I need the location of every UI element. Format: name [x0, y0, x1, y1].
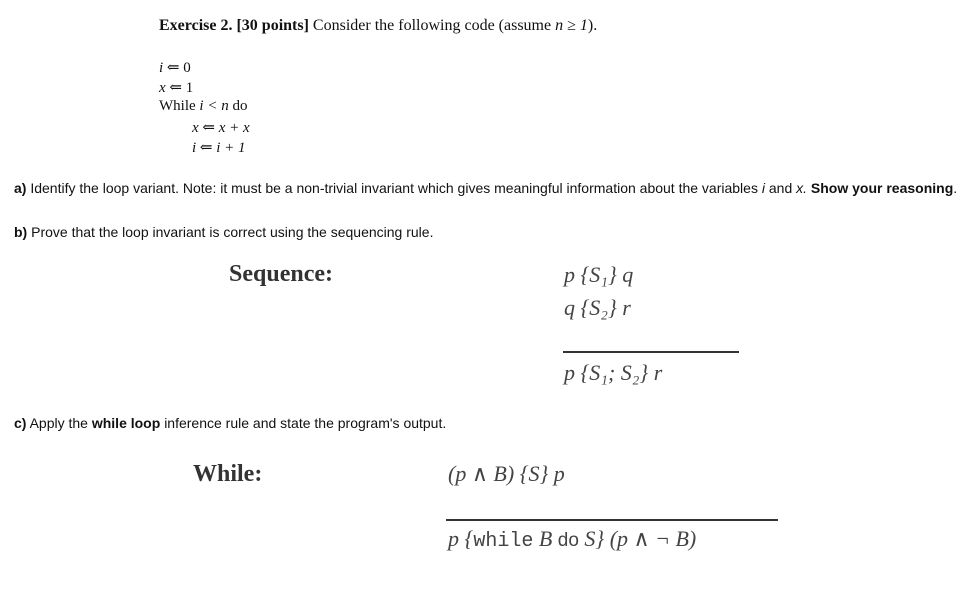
code-do-keyword: do — [232, 98, 248, 114]
while-conclusion — [448, 526, 696, 553]
while-conclusion-start: p { — [448, 526, 474, 551]
sequence-conclusion: p {S₁; S₂} r — [564, 360, 663, 385]
code-line-2 — [159, 78, 193, 97]
question-b-text: Prove that the loop invariant is correct using the sequencing rule. — [31, 224, 434, 240]
while-conclusion-do: do — [557, 530, 579, 551]
exercise-number: Exercise 2. — [159, 17, 233, 34]
code-while-cond: i < n — [199, 98, 229, 114]
question-c-text-2: inference rule and state the program's output. — [164, 415, 447, 431]
sequence-premise-1: p {S₁} q — [564, 262, 634, 287]
question-c-bold: while loop — [91, 415, 161, 431]
code-assign-0: ⇐ 0 — [166, 60, 191, 76]
question-a-label: a) — [14, 180, 27, 196]
while-rule-divider — [446, 519, 778, 521]
question-a-var-i: i — [761, 180, 765, 196]
while-rule-name: While: — [193, 461, 263, 487]
question-a-text: Identify the loop variant. Note: it must be a non-trivial invariant which gives meaningful information about the variables — [30, 180, 758, 196]
code-assign-1: ⇐ 1 — [169, 80, 194, 96]
sequence-rule-name: Sequence: — [229, 261, 333, 287]
code-line-5: i ⇐ i + 1 — [192, 140, 246, 156]
question-b — [14, 224, 433, 240]
question-a — [14, 180, 957, 196]
while-conclusion-end: S} (p ∧ ¬ B) — [578, 526, 697, 551]
question-a-end: . — [953, 180, 958, 196]
exercise-intro-end: ). — [587, 17, 598, 34]
code-line-1 — [159, 58, 191, 77]
question-b-label: b) — [14, 224, 28, 240]
while-conclusion-keyword: while — [473, 530, 534, 553]
while-premise: (p ∧ B) {S} p — [448, 461, 565, 486]
exercise-heading — [159, 17, 597, 35]
exercise-intro: Consider the following code (assume — [312, 17, 552, 34]
code-var-x: x — [159, 80, 166, 96]
question-c-text-1: Apply the — [29, 415, 88, 431]
sequence-premise-2: q {S₂} r — [564, 295, 631, 320]
question-a-var-x: x. — [796, 180, 808, 196]
exercise-points: [30 points] — [236, 17, 309, 34]
code-line-3 — [159, 98, 247, 115]
code-var-i: i — [159, 60, 164, 76]
question-c — [14, 415, 446, 431]
question-a-and: and — [768, 180, 793, 196]
question-c-label: c) — [14, 415, 27, 431]
code-while-keyword: While — [159, 98, 196, 114]
while-conclusion-cond: B — [533, 526, 558, 551]
sequence-rule-divider — [563, 351, 739, 353]
exercise-condition: n ≥ 1 — [555, 17, 588, 34]
code-line-4: x ⇐ x + x — [192, 120, 250, 136]
question-a-show-reasoning: Show your reasoning — [810, 180, 954, 196]
